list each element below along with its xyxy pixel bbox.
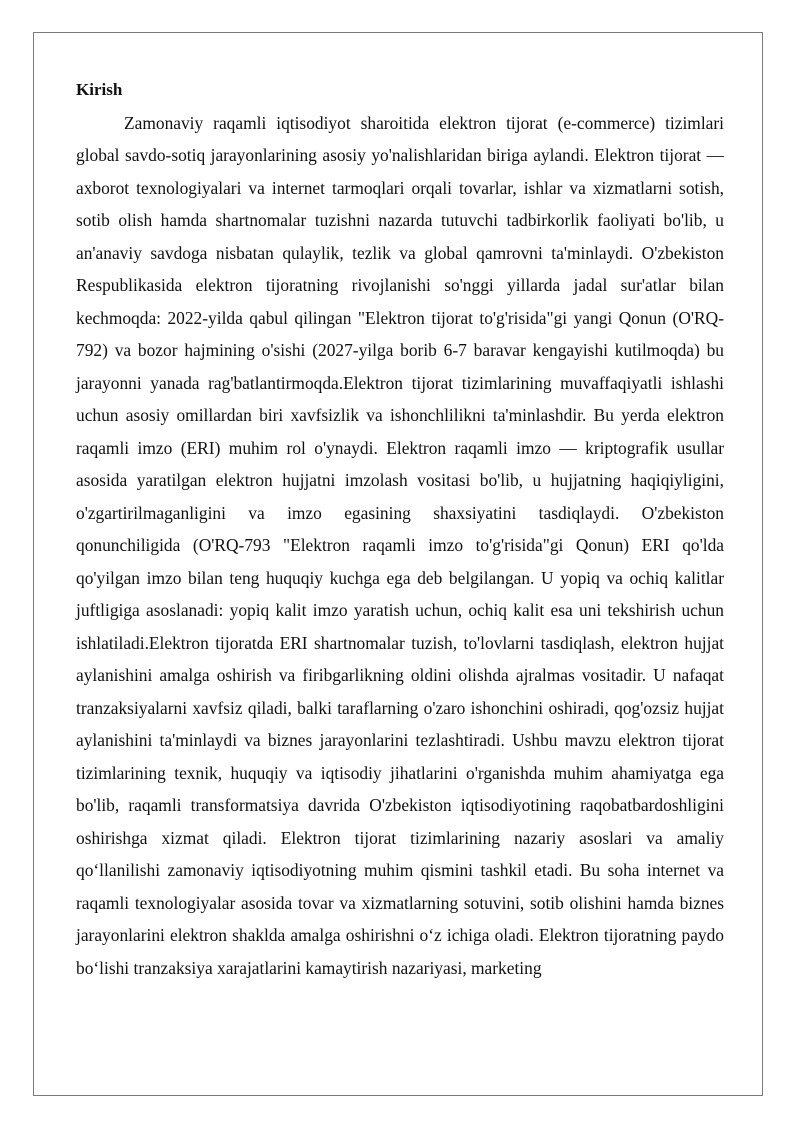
- section-heading: Kirish: [76, 80, 123, 99]
- intro-paragraph: Zamonaviy raqamli iqtisodiyot sharoitida elektron tijorat (e-commerce) tizimlari global savdo-sotiq jarayonlarining asosiy yo'nalishlaridan biriga aylandi. Elektron tijorat — axborot texnologiyalari va internet tarmoqlari orqali tovarlar, ishlar va xizmatlarni sotish, sotib olish hamda shartnomalar tuzishni nazarda tutuvchi tadbirkorlik faoliyati bo'lib, u an'anaviy savdoga nisbatan qulaylik, tezlik va global qamrovni ta'minlaydi. O'zbekiston Respublikasida elektron tijoratning rivojlanishi so'nggi yillarda jadal sur'atlar bilan kechmoqda: 2022-yilda qabul qilingan "Elektron tijorat to'g'risida"gi yangi Qonun (O'RQ-792) va bozor hajmining o'sishi (2027-yilga borib 6-7 baravar kengayishi kutilmoqda) bu jarayonni yanada rag'batlantirmoqda.Elektron tijorat tizimlarining muvaffaqiyatli ishlashi uchun asosiy omillardan biri xavfsizlik va ishonchlilikni ta'minlashdir. Bu yerda elektron raqamli imzo (ERI) muhim rol o'ynaydi. Elektron raqamli imzo — kriptografik usullar asosida yaratilgan elektron hujjatni imzolash vositasi bo'lib, u hujjatning haqiqiyligini, o'zgartirilmaganligini va imzo egasining shaxsiyatini tasdiqlaydi. O'zbekiston qonunchiligida (O'RQ-793 "Elektron raqamli imzo to'g'risida"gi Qonun) ERI qo'lda qo'yilgan imzo bilan teng huquqiy kuchga ega deb belgilangan. U yopiq va ochiq kalitlar juftligiga asoslanadi: yopiq kalit imzo yaratish uchun, ochiq kalit esa uni tekshirish uchun ishlatiladi.Elektron tijoratda ERI shartnomalar tuzish, to'lovlarni tasdiqlash, elektron hujjat aylanishini amalga oshirish va firibgarlikning oldini olishda ajralmas vositadir. U nafaqat tranzaksiyalarni xavfsiz qiladi, balki taraflarning o'zaro ishonchini oshiradi, qog'ozsiz hujjat aylanishini ta'minlaydi va biznes jarayonlarini tezlashtiradi. Ushbu mavzu elektron tijorat tizimlarining texnik, huquqiy va iqtisodiy jihatlarini o'rganishda muhim ahamiyatga ega bo'lib, raqamli transformatsiya davrida O'zbekiston iqtisodiyotining raqobatbardoshligini oshirishga xizmat qiladi. Elektron tijorat tizimlarining nazariy asoslari va amaliy qo‘llanilishi zamonaviy iqtisodiyotning muhim qismini tashkil etadi. Bu soha internet va raqamli texnologiyalar asosida tovar va xizmatlarning sotuvini, sotib olishini hamda biznes jarayonlarini elektron shaklda amalga oshirishni o‘z ichiga oladi. Elektron tijoratning paydo bo‘lishi tranzaksiya xarajatlarini kamaytirish nazariyasi, marketing: [76, 112, 724, 978]
- document-body: [76, 74, 724, 984]
